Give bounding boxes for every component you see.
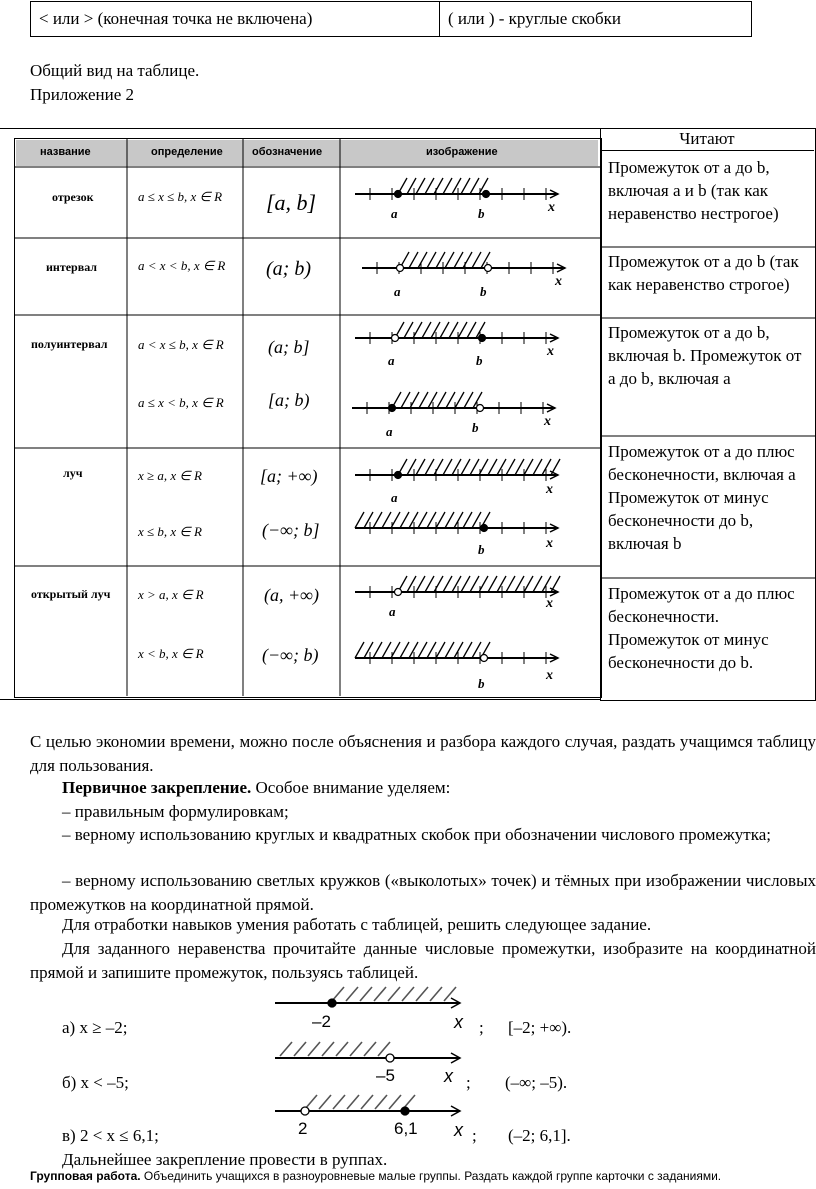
hatch-stroke — [427, 252, 436, 268]
nl2-a: a — [394, 284, 401, 299]
read-column-header: Читают — [600, 128, 814, 151]
hatch-stroke — [425, 576, 434, 592]
hatch-stroke — [479, 576, 488, 592]
hatch-stroke — [472, 252, 481, 268]
exercise-hatch — [333, 1095, 345, 1109]
nl1-x: x — [548, 200, 555, 215]
hatch-stroke — [413, 322, 422, 338]
hatch-stroke — [467, 322, 476, 338]
hatch-stroke — [458, 322, 467, 338]
hatch-stroke — [506, 576, 515, 592]
read-cell-2: Промежуток от a до b (так как неравенство строгое) — [608, 252, 799, 294]
paragraph-2-bold: Первичное закрепление. — [62, 778, 252, 797]
exercise-open-point — [301, 1107, 309, 1115]
hatch-stroke — [434, 576, 443, 592]
hatch-stroke — [533, 576, 542, 592]
filled-point — [483, 191, 490, 198]
def-open-ray-1: x > a, x ∈ R — [138, 587, 204, 602]
hatch-stroke — [401, 392, 410, 408]
hatch-stroke — [382, 512, 391, 528]
header-definition: определение — [151, 146, 223, 158]
nl5-x: x — [546, 482, 553, 497]
intro-line-2: Приложение 2 — [30, 85, 134, 104]
nl6-b: b — [478, 542, 485, 557]
hatch-stroke — [364, 512, 373, 528]
filled-point — [481, 525, 488, 532]
exercise-hatch — [347, 1095, 359, 1109]
hatch-stroke — [355, 642, 364, 658]
hatch-stroke — [436, 252, 445, 268]
nl5-a: a — [391, 490, 398, 505]
hatch-stroke — [425, 178, 434, 194]
hatch-stroke — [488, 459, 497, 475]
top-table — [30, 1, 752, 37]
read-cell-5: Промежуток от a до плюс бесконечности. Промежуток от минус бесконечности до b. — [608, 584, 795, 672]
hatch-stroke — [373, 642, 382, 658]
hatch-stroke — [410, 392, 419, 408]
exercise-hatch — [444, 987, 456, 1001]
read-cell-4: Промежуток от a до плюс бесконечности, включая a Промежуток от минус бесконечности до b, включая b — [608, 442, 796, 553]
hatch-stroke — [416, 576, 425, 592]
nl3-a: a — [388, 353, 395, 368]
nl6-x: x — [546, 536, 553, 551]
def-ray-2: x ≤ b, x ∈ R — [138, 524, 202, 539]
number-lines — [340, 140, 598, 696]
exercise-b-point-label: –5 — [376, 1066, 395, 1085]
paragraph-3: – правильным формулировкам; — [62, 802, 289, 821]
intro-line-1: Общий вид на таблице. — [30, 61, 200, 80]
exercise-hatch — [322, 1042, 334, 1056]
hatch-stroke — [422, 322, 431, 338]
nl4-a: a — [386, 424, 393, 439]
exercise-c-point2-label: 6,1 — [394, 1119, 418, 1138]
hatch-stroke — [524, 459, 533, 475]
exercise-b-label: б) x < –5; — [62, 1073, 129, 1092]
hatch-stroke — [452, 459, 461, 475]
nl4-b: b — [472, 420, 479, 435]
hatch-stroke — [382, 642, 391, 658]
hatch-stroke — [443, 576, 452, 592]
nl8-b: b — [478, 676, 485, 691]
hatch-stroke — [391, 642, 400, 658]
hatch-stroke — [364, 642, 373, 658]
nl2-x: x — [555, 274, 562, 289]
hatch-stroke — [373, 512, 382, 528]
exercise-hatch — [336, 1042, 348, 1056]
paragraph-2 — [30, 776, 816, 800]
hatch-stroke — [452, 178, 461, 194]
hatch-stroke — [515, 459, 524, 475]
nl3-x: x — [547, 344, 554, 359]
exercise-c-semicolon: ; — [472, 1126, 477, 1145]
exercise-a-label: а) x ≥ –2; — [62, 1018, 128, 1037]
nl3-b: b — [476, 353, 483, 368]
hatch-stroke — [400, 642, 409, 658]
row-name-half-interval: полуинтервал — [31, 337, 108, 351]
paragraph-1: С целью экономии времени, можно после объяснения и разбора каждого случая, раздать учащимся таблицу для пользования. — [30, 732, 816, 775]
exercise-hatch — [294, 1042, 306, 1056]
def-interval: a < x < b, x ∈ R — [138, 258, 226, 273]
notation-open-ray-2: (−∞; b) — [262, 645, 319, 665]
hatch-stroke — [533, 459, 542, 475]
hatch-stroke — [449, 322, 458, 338]
paragraph-4: – верному использованию круглых и квадратных скобок при обозначении числового промежутка; — [62, 825, 771, 844]
exercise-a-answer: [–2; +∞). — [508, 1018, 572, 1037]
hatch-stroke — [418, 642, 427, 658]
open-point — [481, 655, 488, 662]
hatch-stroke — [461, 576, 470, 592]
top-table-left-cell: < или > (конечная точка не включена) — [31, 2, 440, 36]
hatch-stroke — [391, 512, 400, 528]
hatch-stroke — [488, 576, 497, 592]
hatch-stroke — [461, 459, 470, 475]
nl7-a: a — [389, 604, 396, 619]
paragraph-7: Для заданного неравенства прочитайте данные числовые промежутки, изобразите на координатной прямой и запишите промежуток, пользуясь таблицей. — [30, 939, 816, 982]
row-name-segment: отрезок — [52, 190, 94, 204]
exercise-hatch — [375, 1095, 387, 1109]
hatch-stroke — [418, 512, 427, 528]
def-half-2: a ≤ x < b, x ∈ R — [138, 395, 224, 410]
hatch-stroke — [470, 178, 479, 194]
paragraph-5: – верному использованию светлых кружков («выколотых» точек) и тёмных при изображении числовых промежутков на координатной прямой. — [30, 871, 816, 914]
filled-point — [389, 405, 396, 412]
exercise-hatch — [402, 987, 414, 1001]
hatch-stroke — [452, 576, 461, 592]
hatch-stroke — [551, 459, 560, 475]
open-point — [477, 405, 484, 412]
read-cell-3: Промежуток от a до b, включая b. Промежуток от a до b, включая a — [608, 323, 802, 388]
exercise-hatch — [430, 987, 442, 1001]
def-half-1: a < x ≤ b, x ∈ R — [138, 337, 224, 352]
row-name-open-ray: открытый луч — [31, 587, 111, 601]
exercise-c-x: x — [454, 1120, 463, 1140]
open-point — [392, 335, 399, 342]
hatch-stroke — [551, 576, 560, 592]
filled-point — [395, 191, 402, 198]
exercise-b-semicolon: ; — [466, 1073, 471, 1092]
row-name-ray: луч — [63, 466, 83, 480]
hatch-stroke — [407, 576, 416, 592]
exercise-hatch — [388, 987, 400, 1001]
hatch-stroke — [506, 459, 515, 475]
notation-half-1: (a; b] — [268, 337, 310, 357]
paragraph-2-rest: Особое внимание уделяем: — [251, 778, 451, 797]
def-segment: a ≤ x ≤ b, x ∈ R — [138, 189, 223, 204]
hatch-stroke — [443, 459, 452, 475]
nl8-x: x — [546, 668, 553, 683]
hatch-stroke — [455, 392, 464, 408]
hatch-stroke — [419, 392, 428, 408]
nl4-x: x — [544, 414, 551, 429]
hatch-stroke — [446, 392, 455, 408]
bottom-rest: Объединить учащихся в разноуровневые малые группы. Раздать каждой группе карточки с заданиями. — [140, 1169, 722, 1183]
notation-interval: (a; b) — [266, 258, 311, 280]
hatch-stroke — [400, 512, 409, 528]
exercise-a-point-label: –2 — [312, 1012, 331, 1031]
hatch-stroke — [409, 252, 418, 268]
header-name: название — [40, 146, 91, 158]
hatch-stroke — [454, 252, 463, 268]
hatch-stroke — [463, 512, 472, 528]
hatch-stroke — [445, 512, 454, 528]
exercise-hatch — [374, 987, 386, 1001]
def-ray-1: x ≥ a, x ∈ R — [138, 468, 202, 483]
nl7-x: x — [546, 596, 553, 611]
exercise-hatch — [350, 1042, 362, 1056]
header-notation: обозначение — [252, 146, 323, 158]
exercise-hatch — [308, 1042, 320, 1056]
hatch-stroke — [434, 459, 443, 475]
exercise-hatch — [360, 987, 372, 1001]
paragraph-6: Для отработки навыков умения работать с таблицей, решить следующее задание. — [62, 915, 652, 934]
hatch-stroke — [407, 459, 416, 475]
notation-open-ray-1: (a, +∞) — [264, 585, 319, 605]
notation-half-2: [a; b) — [268, 390, 310, 410]
notation-segment: [a, b] — [266, 190, 317, 215]
bottom-bold: Групповая работа. — [30, 1169, 141, 1183]
exercise-hatch — [319, 1095, 331, 1109]
bottom-line — [30, 1169, 721, 1183]
open-point — [395, 589, 402, 596]
nl1-a: a — [391, 206, 398, 221]
def-open-ray-2: x < b, x ∈ R — [138, 646, 204, 661]
hatch-stroke — [463, 252, 472, 268]
exercise-filled-point — [328, 999, 336, 1007]
nl2-b: b — [480, 284, 487, 299]
filled-point — [395, 472, 402, 479]
closing-line: Дальнейшее закрепление провести в руппах. — [62, 1150, 388, 1169]
notation-ray-1: [a; +∞) — [260, 466, 318, 486]
hatch-stroke — [463, 642, 472, 658]
exercise-b-x: x — [444, 1066, 453, 1086]
exercise-hatch — [361, 1095, 373, 1109]
hatch-stroke — [404, 322, 413, 338]
hatch-stroke — [443, 178, 452, 194]
exercise-c-point1-label: 2 — [298, 1119, 308, 1138]
open-point — [397, 265, 404, 272]
nl1-b: b — [478, 206, 485, 221]
exercise-filled-point — [401, 1107, 409, 1115]
exercise-hatch — [416, 987, 428, 1001]
hatch-stroke — [524, 576, 533, 592]
hatch-stroke — [416, 459, 425, 475]
hatch-stroke — [416, 178, 425, 194]
hatch-stroke — [437, 392, 446, 408]
top-table-right-cell: ( или ) - круглые скобки — [448, 9, 621, 28]
hatch-stroke — [470, 459, 479, 475]
exercise-hatch — [364, 1042, 376, 1056]
hatch-stroke — [355, 512, 364, 528]
hatch-stroke — [479, 459, 488, 475]
hatch-stroke — [436, 642, 445, 658]
exercise-c-answer: (–2; 6,1]. — [508, 1126, 571, 1145]
hatch-stroke — [515, 576, 524, 592]
hatch-stroke — [425, 459, 434, 475]
hatch-stroke — [445, 642, 454, 658]
exercise-hatch — [280, 1042, 292, 1056]
hatch-stroke — [418, 252, 427, 268]
exercise-hatch — [346, 987, 358, 1001]
hatch-stroke — [427, 642, 436, 658]
hatch-stroke — [470, 576, 479, 592]
exercise-c-label: в) 2 < x ≤ 6,1; — [62, 1126, 159, 1145]
exercise-b-answer: (–∞; –5). — [505, 1073, 568, 1092]
row-name-interval: интервал — [46, 260, 98, 274]
exercise-a-semicolon: ; — [479, 1018, 484, 1037]
filled-point — [479, 335, 486, 342]
read-cell-1: Промежуток от a до b, включая a и b (так как неравенство нестрогое) — [608, 158, 779, 223]
hatch-stroke — [436, 512, 445, 528]
hatch-stroke — [407, 178, 416, 194]
hatch-stroke — [434, 178, 443, 194]
header-image: изображение — [426, 146, 498, 158]
hatch-stroke — [427, 512, 436, 528]
hatch-stroke — [445, 252, 454, 268]
open-point — [485, 265, 492, 272]
notation-ray-2: (−∞; b] — [262, 520, 320, 540]
exercise-hatch — [389, 1095, 401, 1109]
hatch-stroke — [440, 322, 449, 338]
exercise-a-x: x — [454, 1012, 463, 1032]
exercise-open-point — [386, 1054, 394, 1062]
hatch-stroke — [461, 178, 470, 194]
hatch-stroke — [464, 392, 473, 408]
